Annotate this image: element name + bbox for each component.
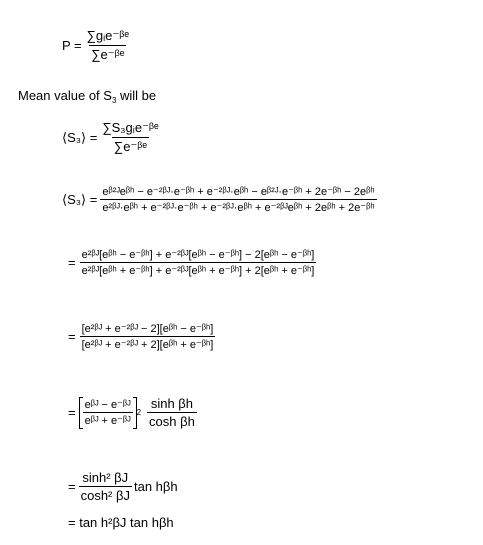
expanded-denominator: e²ᵝᴶ·eᵝʰ + e⁻²ᵝᴶ·e⁻ᵝʰ + e⁻²ᵝᴶ·eᵝʰ + e⁻²ᵝᴶeᵝʰ + 2eᵝʰ + 2e⁻ᵝʰ xyxy=(100,199,376,214)
squared-numerator: eᵝᴶ − e⁻ᵝᴶ xyxy=(84,399,131,411)
equation-final xyxy=(68,470,178,503)
final-denominator: cosh² βJ xyxy=(80,488,130,503)
final-tail: tan hβh xyxy=(133,479,178,494)
grouped-numerator: e²ᵝᴶ[eᵝʰ − e⁻ᵝʰ] + e⁻²ᵝᴶ[eᵝʰ − e⁻ᵝʰ] − 2[eᵝʰ − e⁻ᵝʰ] xyxy=(81,249,315,261)
factored-fraction xyxy=(80,322,216,351)
squared-power: 2 xyxy=(136,408,142,417)
mean-text-main: Mean value of S xyxy=(18,88,112,103)
factored-numerator: [e²ᵝᴶ + e⁻²ᵝᴶ − 2][eᵝʰ − e⁻ᵝʰ] xyxy=(81,323,214,335)
final-numerator: sinh² βJ xyxy=(82,470,129,485)
s3-fraction xyxy=(100,120,160,155)
expanded-fraction xyxy=(100,185,376,214)
sinh-cosh-fraction xyxy=(147,396,197,429)
squared-denominator: eᵝᴶ + e⁻ᵝᴶ xyxy=(83,412,133,427)
mean-text-tail: will be xyxy=(116,88,157,103)
squared-eq: = xyxy=(68,405,76,420)
p-denominator: ∑e⁻ᵝᵉ xyxy=(91,47,125,62)
s3-lhs: ⟨S₃⟩ = xyxy=(62,129,98,145)
grouped-eq: = xyxy=(68,255,76,270)
grouped-denominator: e²ᵝᴶ[eᵝʰ + e⁻ᵝʰ] + e⁻²ᵝᴶ[eᵝʰ + e⁻ᵝʰ] + 2[eᵝʰ + e⁻ᵝʰ] xyxy=(80,262,317,277)
factored-eq: = xyxy=(68,329,76,344)
grouped-fraction xyxy=(80,248,317,277)
equation-grouped xyxy=(68,248,316,277)
expanded-numerator: eᵝ²ᴶeᵝʰ − e⁻²ᵝᴶ·e⁻ᵝʰ + e⁻²ᵝᴶ·eᵝʰ − eᵝ²ᴶ·e⁻ᵝʰ + 2e⁻ᵝʰ − 2eᵝʰ xyxy=(102,186,375,198)
cosh-denominator: cosh βh xyxy=(149,414,195,429)
expanded-lhs: ⟨S₃⟩ = xyxy=(62,191,98,207)
p-numerator: ∑gᵢe⁻ᵝᵉ xyxy=(86,28,130,43)
equation-p xyxy=(62,28,131,63)
mean-value-text xyxy=(18,88,156,105)
equation-factored xyxy=(68,322,215,351)
p-lhs: P = xyxy=(62,38,82,53)
mean-text-sub: 3 xyxy=(111,96,117,105)
s3-numerator: ∑S₃gᵢe⁻ᵝᵉ xyxy=(102,120,159,135)
squared-fraction xyxy=(83,398,133,427)
equation-result: = tan h²βJ tan hβh xyxy=(68,515,174,530)
s3-denominator: ∑e⁻ᵝᵉ xyxy=(113,139,148,154)
sinh-numerator: sinh βh xyxy=(150,396,193,411)
p-fraction xyxy=(85,28,131,63)
equation-squared xyxy=(68,396,197,429)
final-eq: = xyxy=(68,479,76,494)
final-fraction xyxy=(79,470,132,503)
factored-denominator: [e²ᵝᴶ + e⁻²ᵝᴶ + 2][eᵝʰ + e⁻ᵝʰ] xyxy=(80,336,216,351)
equation-expanded xyxy=(62,185,377,214)
equation-s3 xyxy=(62,120,161,155)
